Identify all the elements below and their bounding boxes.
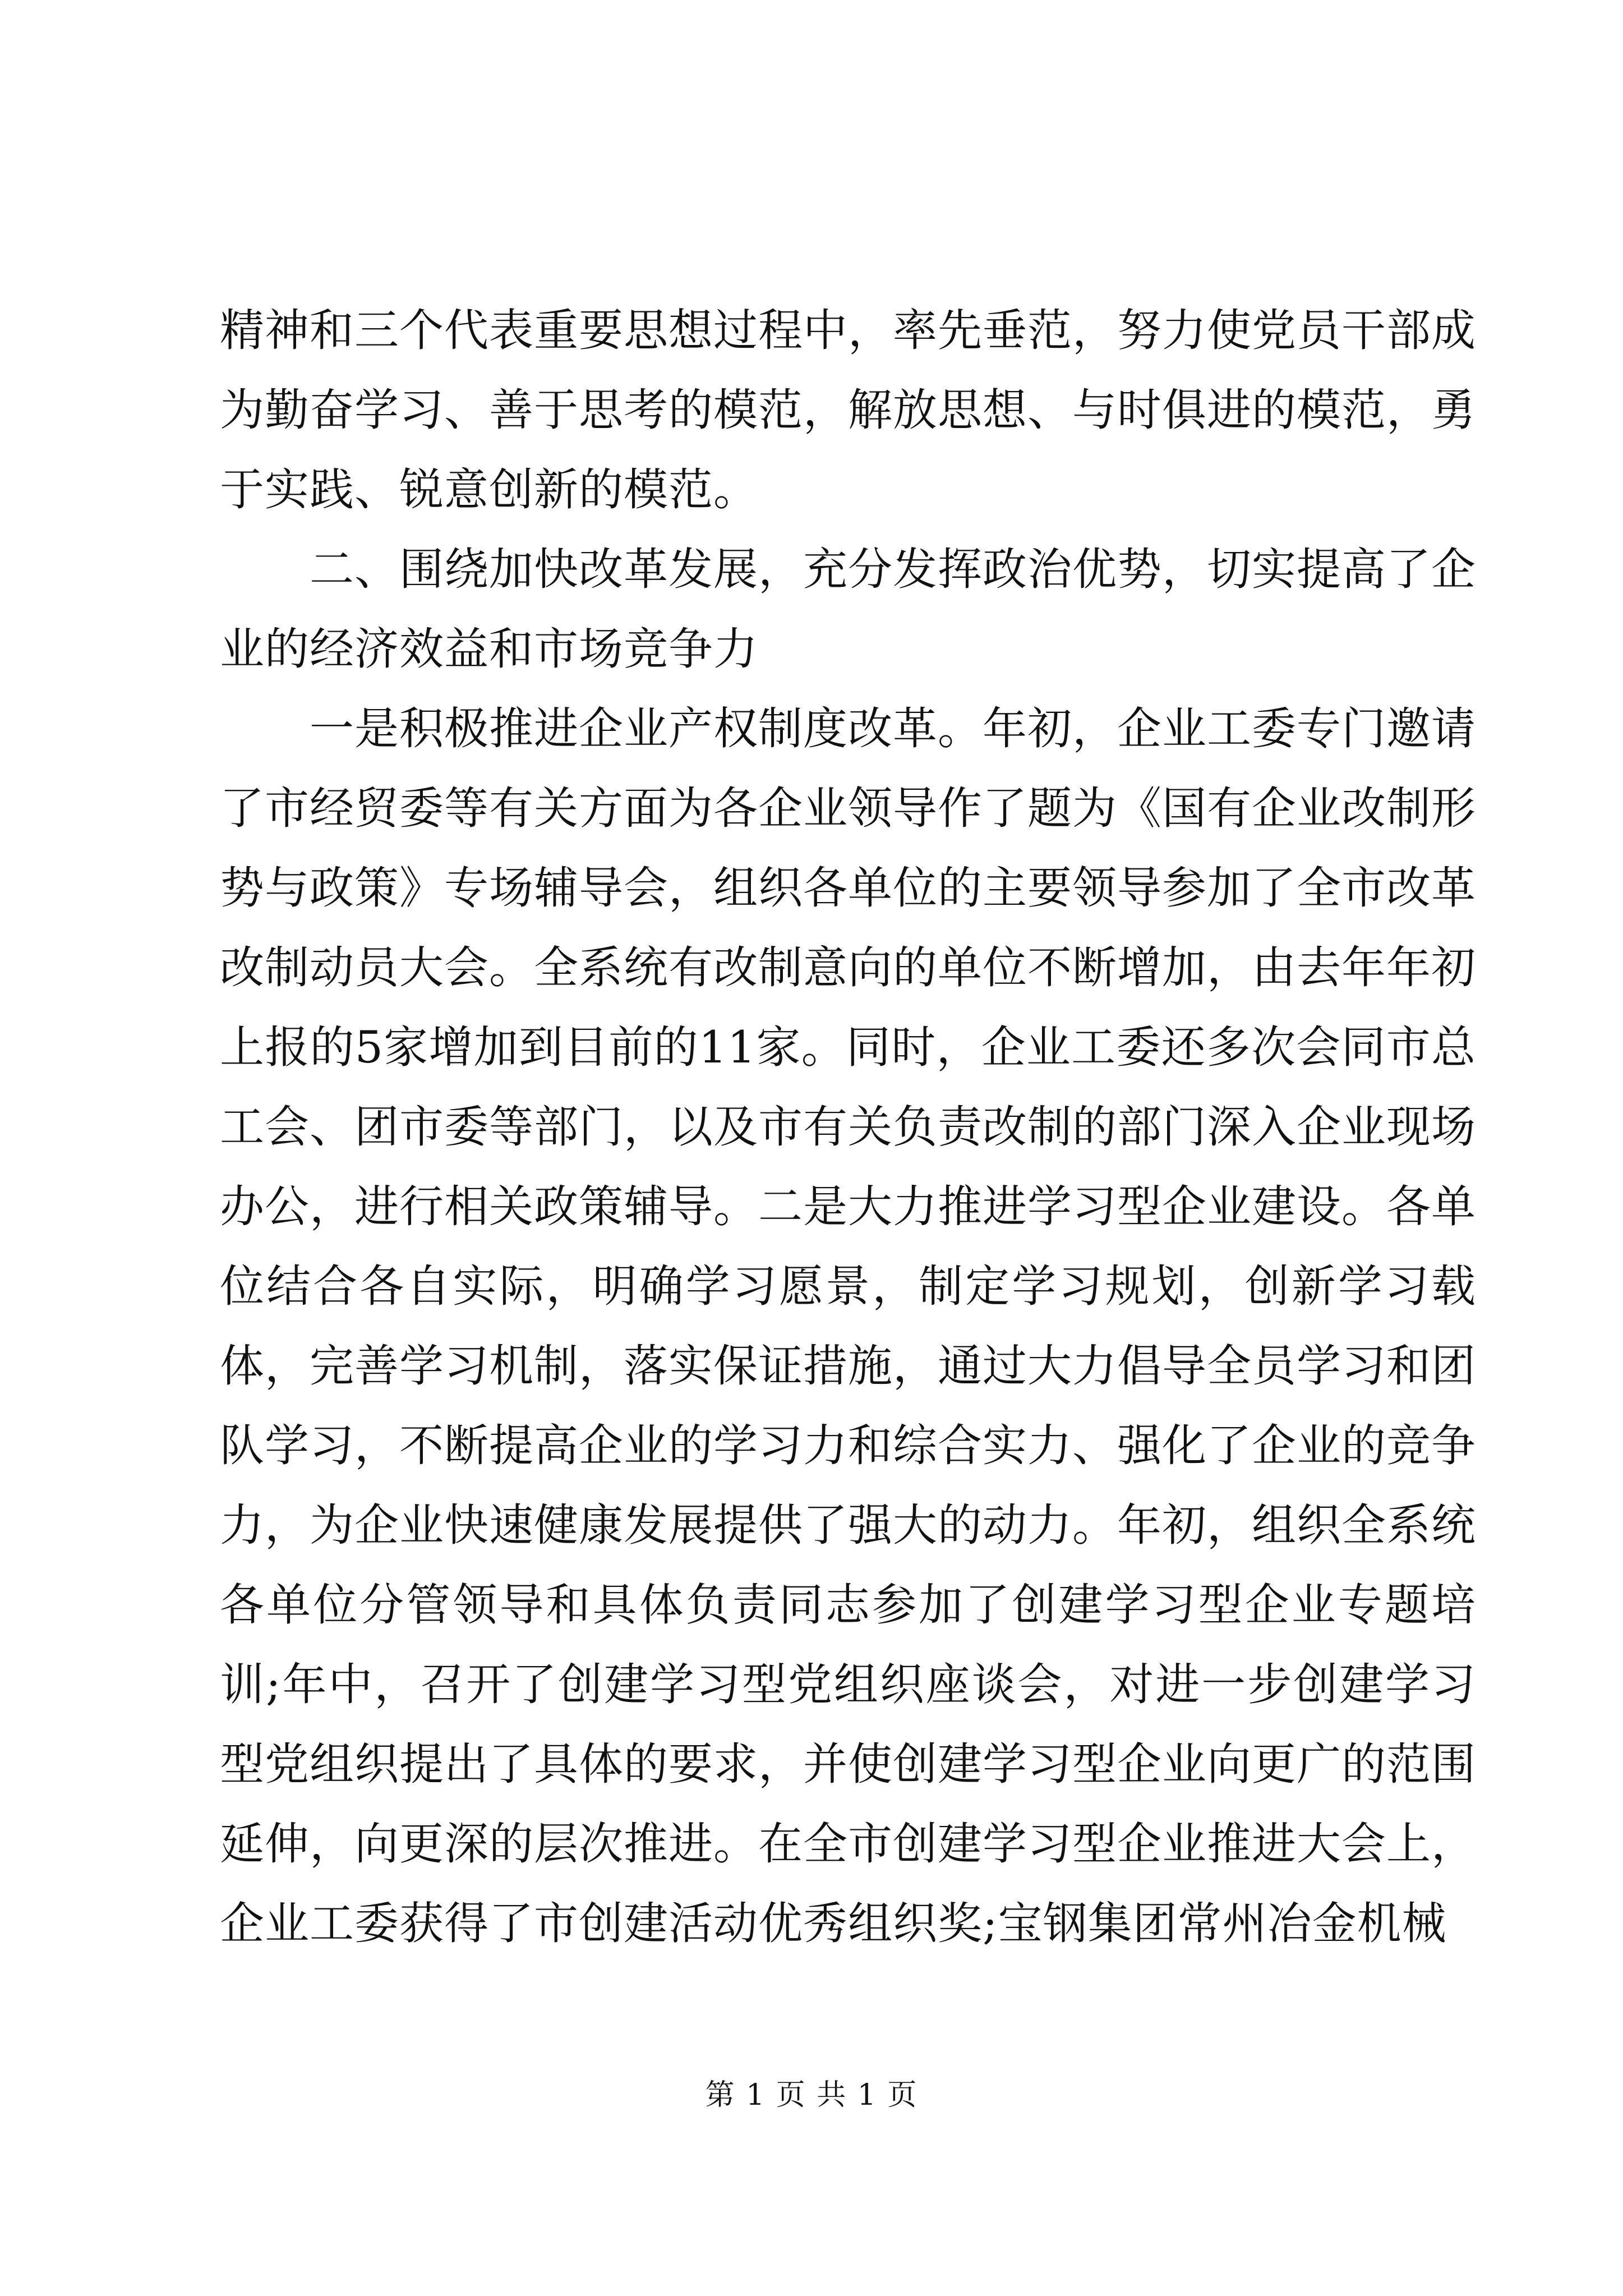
paragraph-1: 精神和三个代表重要思想过程中，率先垂范，努力使党员干部成为勤奋学习、善于思考的模范，解放思想、与时俱进的模范，勇于实践、锐意创新的模范。 <box>220 305 1476 516</box>
paragraph-2-heading: 二、围绕加快改革发展，充分发挥政治优势，切实提高了企业的经济效益和市场竞争力 <box>220 544 1476 675</box>
page-footer: 第 1 页 共 1 页 <box>705 2078 918 2112</box>
paragraph-3: 一是积极推进企业产权制度改革。年初，企业工委专门邀请了市经贸委等有关方面为各企业领导作了题为《国有企业改制形势与政策》专场辅导会，组织各单位的主要领导参加了全市改革改制动员大会。全系统有改制意向的单位不断增加，由去年年初上报的5家增加到目前的11家。同时，企业工委还多次会同市总工会、团市委等部门，以及市有关负责改制的部门深入企业现场办公，进行相关政策辅导。二是大力推进学习型企业建设。各单位结合各自实际，明确学习愿景，制定学习规划，创新学习载体，完善学习机制，落实保证措施，通过大力倡导全员学习和团队学习，不断提高企业的学习力和综合实力、强化了企业的竞争力，为企业快速健康发展提供了强大的动力。年初，组织全系统各单位分管领导和具体负责同志参加了创建学习型企业专题培训;年中，召开了创建学习型党组织座谈会，对进一步创建学习型党组织提出了具体的要求，并使创建学习型企业向更广的范围延伸，向更深的层次推进。在全市创建学习型企业推进大会上，企业工委获得了市创建活动优秀组织奖;宝钢集团常州冶金机械 <box>220 703 1476 1949</box>
document-body <box>220 291 1476 1963</box>
